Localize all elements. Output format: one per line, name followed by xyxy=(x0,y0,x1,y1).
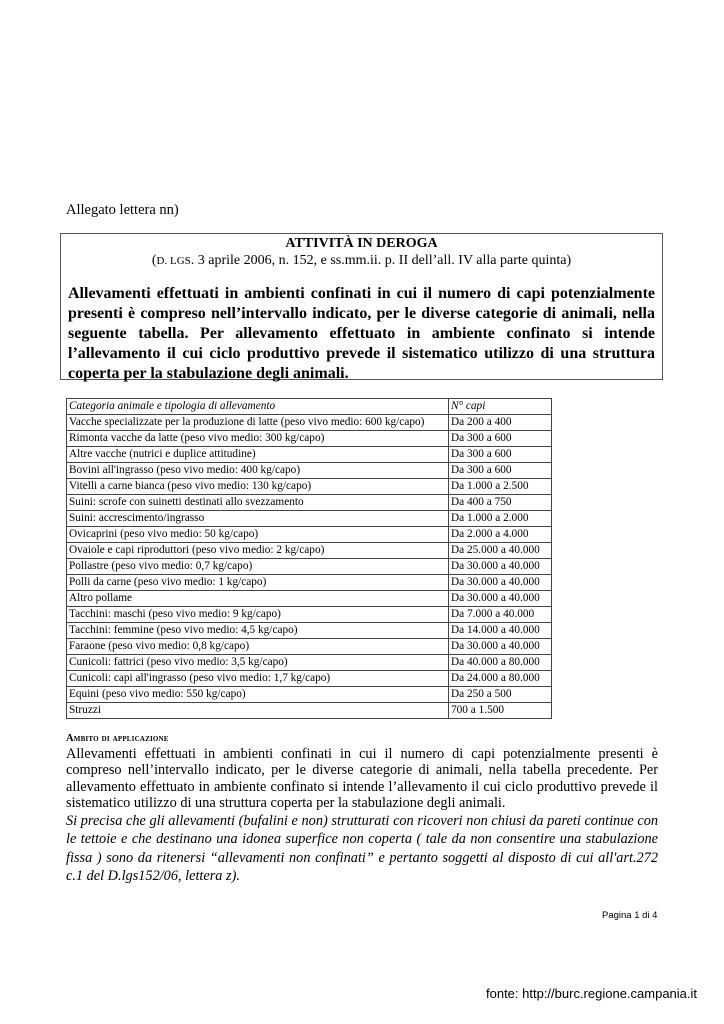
ambito-section xyxy=(66,733,658,886)
box-title: ATTIVITÀ IN DEROGA xyxy=(285,236,438,251)
table-cell-categoria: Ovicaprini (peso vivo medio: 50 kg/capo) xyxy=(67,527,449,543)
table-cell-capi: Da 300 a 600 xyxy=(449,447,552,463)
box-subtitle-smallcaps: D. LGS xyxy=(156,255,191,267)
table-cell-categoria: Cunicoli: capi all'ingrasso (peso vivo medio: 1,7 kg/capo) xyxy=(67,671,449,687)
table-cell-categoria: Vacche specializzate per la produzione di latte (peso vivo medio: 600 kg/capo) xyxy=(67,415,449,431)
table-cell-capi: Da 24.000 a 80.000 xyxy=(449,671,552,687)
table-cell-capi: Da 2.000 a 4.000 xyxy=(449,527,552,543)
table-cell-capi: Da 200 a 400 xyxy=(449,415,552,431)
table-cell-capi: Da 1.000 a 2.000 xyxy=(449,511,552,527)
table-header-capi: N° capi xyxy=(449,399,552,415)
table-cell-categoria: Rimonta vacche da latte (peso vivo medio: 300 kg/capo) xyxy=(67,431,449,447)
table-cell-categoria: Suini: accrescimento/ingrasso xyxy=(67,511,449,527)
table-row xyxy=(67,639,552,655)
table-row xyxy=(67,479,552,495)
table-cell-capi: Da 30.000 a 40.000 xyxy=(449,559,552,575)
table-row xyxy=(67,447,552,463)
table-cell-categoria: Altro pollame xyxy=(67,591,449,607)
table-cell-categoria: Cunicoli: fattrici (peso vivo medio: 3,5 kg/capo) xyxy=(67,655,449,671)
table-cell-capi: Da 1.000 a 2.500 xyxy=(449,479,552,495)
table-row xyxy=(67,591,552,607)
capi-table xyxy=(66,398,552,719)
source-footer: fonte: http://burc.regione.campania.it xyxy=(486,986,698,1001)
table-cell-capi: Da 300 a 600 xyxy=(449,431,552,447)
ambito-title: Ambito di applicazione xyxy=(66,733,169,744)
page-number: Pagina 1 di 4 xyxy=(602,910,658,921)
table-row xyxy=(67,703,552,719)
table-row xyxy=(67,671,552,687)
table-cell-categoria: Pollastre (peso vivo medio: 0,7 kg/capo) xyxy=(67,559,449,575)
ambito-body: Allevamenti effettuati in ambienti confinati in cui il numero di capi potenzialmente presenti è compreso nell’intervallo indicato, per le diverse categorie di animali, nella tabella precedente. Per allevamento effettuato in ambiente confinato si intende l’allevamento il cui ciclo produttivo prevede il sistematico utilizzo di una struttura coperta per la stabulazione degli animali. xyxy=(66,746,658,812)
table-cell-capi: 700 a 1.500 xyxy=(449,703,552,719)
table-cell-categoria: Bovini all'ingrasso (peso vivo medio: 400 kg/capo) xyxy=(67,463,449,479)
table-row xyxy=(67,495,552,511)
table-cell-categoria: Equini (peso vivo medio: 550 kg/capo) xyxy=(67,687,449,703)
table-cell-categoria: Ovaiole e capi riproduttori (peso vivo medio: 2 kg/capo) xyxy=(67,543,449,559)
table-cell-categoria: Polli da carne (peso vivo medio: 1 kg/capo) xyxy=(67,575,449,591)
table-cell-categoria: Struzzi xyxy=(67,703,449,719)
table-row xyxy=(67,463,552,479)
table-cell-categoria: Tacchini: maschi (peso vivo medio: 9 kg/capo) xyxy=(67,607,449,623)
table-cell-capi: Da 30.000 a 40.000 xyxy=(449,639,552,655)
allegato-label: Allegato lettera nn) xyxy=(66,202,179,218)
table-row xyxy=(67,687,552,703)
table-header-categoria: Categoria animale e tipologia di allevamento xyxy=(67,399,449,415)
table-cell-capi: Da 40.000 a 80.000 xyxy=(449,655,552,671)
table-cell-categoria: Suini: scrofe con suinetti destinati allo svezzamento xyxy=(67,495,449,511)
table-row xyxy=(67,655,552,671)
box-subtitle-rest: . 3 aprile 2006, n. 152, e ss.mm.ii. p. II dell’all. IV alla parte quinta) xyxy=(190,253,572,268)
table-cell-capi: Da 7.000 a 40.000 xyxy=(449,607,552,623)
box-subtitle xyxy=(61,253,662,269)
table-cell-categoria: Tacchini: femmine (peso vivo medio: 4,5 kg/capo) xyxy=(67,623,449,639)
table-row xyxy=(67,527,552,543)
table-cell-categoria: Altre vacche (nutrici e duplice attitudine) xyxy=(67,447,449,463)
table-cell-capi: Da 250 a 500 xyxy=(449,687,552,703)
table-cell-categoria: Vitelli a carne bianca (peso vivo medio: 130 kg/capo) xyxy=(67,479,449,495)
table-row xyxy=(67,607,552,623)
ambito-note: Si precisa che gli allevamenti (bufalini e non) strutturati con ricoveri non chiusi da pareti continue con le tettoie e che destinano una idonea superfice non coperta ( tale da non consentire una stabulazione fissa ) sono da ritenersi “allevamenti non confinati” e pertanto soggetti al disposto di cui all'art.272 c.1 del D.lgs152/06, lettera z). xyxy=(66,812,658,885)
table-cell-capi: Da 400 a 750 xyxy=(449,495,552,511)
table-row xyxy=(67,431,552,447)
table-cell-categoria: Faraone (peso vivo medio: 0,8 kg/capo) xyxy=(67,639,449,655)
deroga-box xyxy=(60,233,663,380)
table-cell-capi: Da 25.000 a 40.000 xyxy=(449,543,552,559)
table-header-row xyxy=(67,399,552,415)
table-row xyxy=(67,575,552,591)
table-row xyxy=(67,415,552,431)
table-cell-capi: Da 300 a 600 xyxy=(449,463,552,479)
table-row xyxy=(67,559,552,575)
table-row xyxy=(67,511,552,527)
table-cell-capi: Da 30.000 a 40.000 xyxy=(449,575,552,591)
table-cell-capi: Da 14.000 a 40.000 xyxy=(449,623,552,639)
box-body: Allevamenti effettuati in ambienti confinati in cui il numero di capi potenzialmente presenti è compreso nell’intervallo indicato, per le diverse categorie di animali, nella seguente tabella. Per allevamento effettuato in ambiente confinato si intende l’allevamento il cui ciclo produttivo prevede il sistematico utilizzo di una struttura coperta per la stabulazione degli animali. xyxy=(68,285,655,382)
table-cell-capi: Da 30.000 a 40.000 xyxy=(449,591,552,607)
table-row xyxy=(67,543,552,559)
table-row xyxy=(67,623,552,639)
box-subtitle-open: ( xyxy=(151,253,157,268)
